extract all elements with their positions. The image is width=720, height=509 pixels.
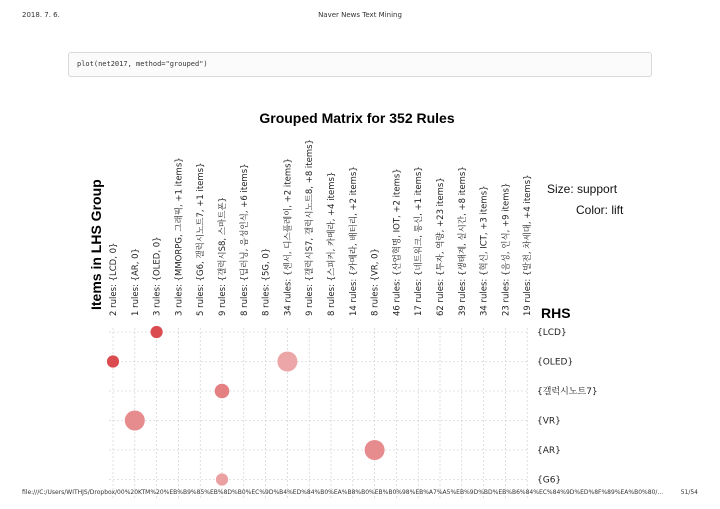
rule-point (125, 411, 145, 431)
column-label: 8 rules: {VR, 0} (370, 248, 381, 316)
footer-page: 51/54 (680, 489, 698, 496)
rule-point (365, 440, 385, 460)
header-date: 2018. 7. 6. (22, 11, 60, 19)
column-label: 8 rules: {5G, 0} (261, 247, 272, 316)
chart-title: Grouped Matrix for 352 Rules (259, 110, 455, 126)
column-label: 14 rules: {카메라, 배터리, +2 items} (348, 166, 359, 316)
column-label: 19 rules: {발전, 차세대, +4 items} (523, 174, 534, 316)
column-label: 34 rules: {혁신, ICT, +3 items} (479, 185, 490, 316)
column-label: 3 rules: {OLED, 0} (152, 236, 163, 316)
rule-point (277, 352, 297, 372)
column-label: 39 rules: {생태계, 실시간, +8 items} (457, 166, 468, 316)
column-label: 17 rules: {네트워크, 통신, +1 items} (414, 166, 425, 316)
column-label: 23 rules: {음성, 인식, +9 items} (501, 182, 512, 316)
grid-lines (109, 328, 528, 498)
row-labels (537, 328, 598, 486)
row-label: {갤럭시노트7} (537, 387, 598, 397)
column-label: 8 rules: {딥러닝, 음성인식, +6 items} (239, 163, 250, 316)
column-label: 8 rules: {스피커, 카메라, +4 items} (327, 171, 337, 316)
points (107, 326, 385, 486)
column-label: 9 rules: {갤럭시S8, 스마트폰} (218, 196, 228, 316)
column-labels (109, 139, 533, 316)
column-label: 46 rules: {산업혁명, IOT, +2 items} (392, 168, 403, 316)
legend-size: Size: support (547, 182, 618, 196)
legend-color: Color: lift (576, 203, 624, 217)
row-label: {OLED} (537, 357, 574, 368)
column-label: 1 rules: {AR, 0} (130, 248, 141, 316)
rule-point (216, 473, 228, 485)
rhs-axis-title: RHS (541, 305, 571, 321)
row-label: {VR} (537, 416, 561, 427)
column-label: 9 rules: {갤럭시S7, 갤럭시노트8, +8 items} (305, 139, 316, 316)
rule-point (151, 326, 163, 338)
header-title: Naver News Text Mining (318, 11, 402, 19)
column-label: 2 rules: {LCD, 0} (109, 242, 119, 316)
rule-point (215, 384, 230, 399)
rule-point (107, 355, 119, 367)
code-text: plot(net2017, method="grouped") (77, 60, 208, 68)
row-label: {G6} (537, 475, 562, 486)
row-label: {LCD} (537, 328, 567, 338)
column-label: 34 rules: {센서, 디스플레이, +2 items} (283, 158, 294, 316)
column-label: 5 rules: {G6, 갤럭시노트7, +1 items} (196, 162, 207, 316)
footer-path: file:///C:/Users/WITHJS/Dropbox/00%20KTM%20%EB%B9%85%EB%8D%B0%EC%9D%B4%ED%84%B0%EA%B8%B0%EB%B0%98%EB%A7%A5%EB%9D%BD%EB%B6%84%EC%84%9D%ED%8F%89%EA%B0%80/... (22, 489, 664, 496)
column-label: 3 rules: {MMORPG, 그래픽, +1 items} (174, 157, 185, 316)
row-label: {AR} (537, 446, 561, 456)
column-label: 62 rules: {투자, 역량, +23 items} (436, 177, 446, 316)
lhs-axis-title: Items in LHS Group (88, 179, 104, 310)
